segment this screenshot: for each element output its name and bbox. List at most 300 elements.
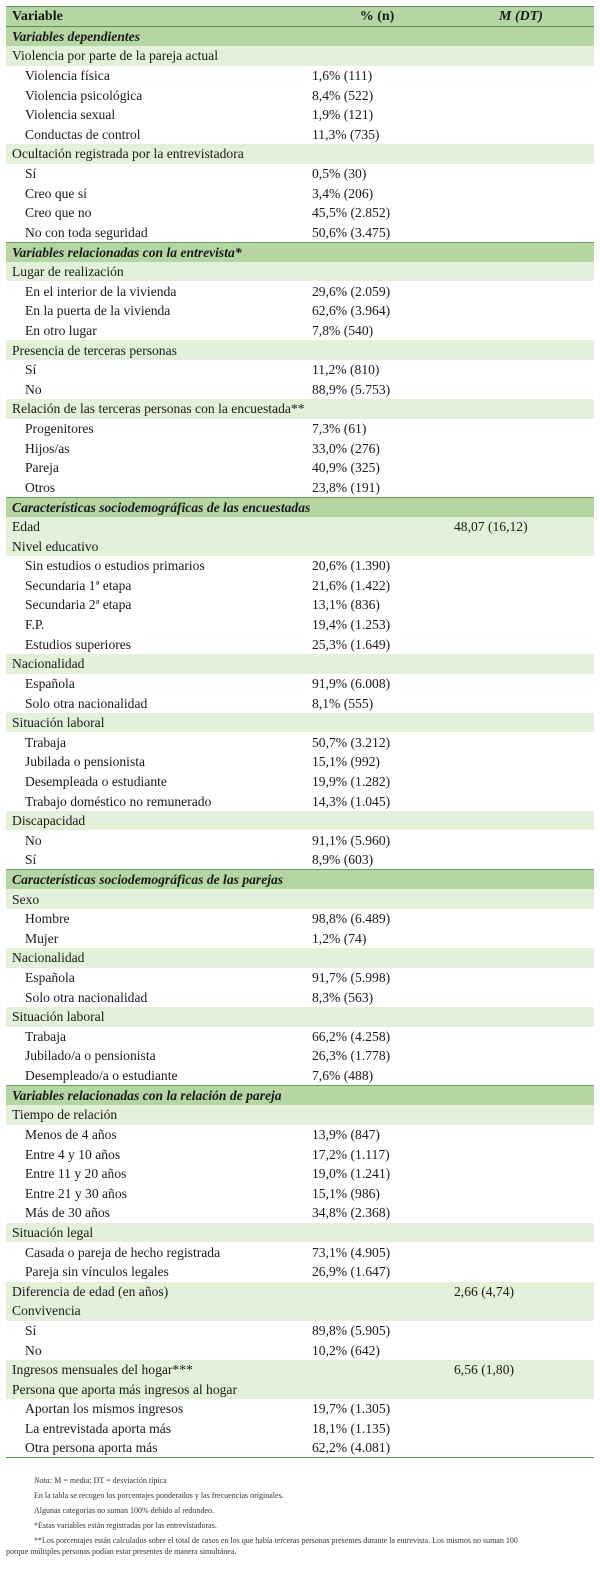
row-mean: [448, 556, 594, 576]
row-label: Desempleado/a o estudiante: [25, 1067, 178, 1083]
row-percent: 15,1% (992): [312, 754, 380, 770]
row-percent: [306, 1360, 448, 1380]
row-label: Situación laboral: [6, 713, 306, 733]
row-mean: [448, 419, 594, 439]
row-percent: 29,6% (2.059): [312, 283, 391, 299]
row-label: No: [25, 1342, 42, 1358]
row-mean: [448, 438, 594, 458]
row-percent: 50,6% (3.475): [312, 224, 391, 240]
row-label: Sexo: [6, 889, 306, 909]
row-percent: 33,0% (276): [312, 440, 380, 456]
row-mean: [448, 654, 594, 674]
row-label: Nivel educativo: [6, 536, 306, 556]
row-percent: 91,1% (5.960): [312, 832, 391, 848]
row-label: Sí: [25, 852, 37, 868]
row-label: Estudios superiores: [25, 636, 132, 652]
row-mean: [448, 458, 594, 478]
row-label: Ingresos mensuales del hogar***: [6, 1360, 306, 1380]
row-mean: [448, 968, 594, 988]
row-label: Presencia de terceras personas: [6, 340, 306, 360]
row-label: Secundaria 1ª etapa: [25, 577, 132, 593]
section-row: [6, 1085, 594, 1105]
row-percent: 20,6% (1.390): [312, 558, 391, 574]
row-percent: 73,1% (4.905): [312, 1244, 391, 1260]
row-percent: 62,2% (4.081): [306, 1438, 448, 1458]
table-row: [6, 595, 594, 615]
row-label: Sí: [25, 1323, 37, 1339]
table-row: [6, 929, 594, 949]
row-label: Jubilado/a o pensionista: [25, 1048, 156, 1064]
group-row: [6, 1223, 594, 1243]
row-label: F.P.: [25, 617, 45, 633]
row-percent: 15,1% (986): [312, 1185, 380, 1201]
row-mean: [448, 1242, 594, 1262]
group-row: [6, 46, 594, 66]
table-row: [6, 321, 594, 341]
row-label: La entrevistada aporta más: [25, 1421, 172, 1437]
row-mean: [448, 811, 594, 831]
row-label: No: [25, 381, 42, 397]
row-label: Relación de las terceras personas con la encuestada**: [6, 399, 306, 419]
row-percent: 19,4% (1.253): [312, 617, 391, 633]
row-percent: [306, 1380, 448, 1400]
row-mean: [448, 46, 594, 66]
group-row: [6, 1380, 594, 1400]
row-mean: [448, 125, 594, 145]
header-mean: M (DT): [448, 7, 594, 27]
row-mean: 48,07 (16,12): [448, 517, 594, 537]
row-mean: [448, 752, 594, 772]
row-mean: [448, 536, 594, 556]
row-mean: 2,66 (4,74): [448, 1282, 594, 1302]
table-row: [6, 752, 594, 772]
group-row: [6, 536, 594, 556]
row-percent: 25,3% (1.649): [312, 636, 391, 652]
row-label: Nacionalidad: [6, 654, 306, 674]
row-percent: 62,6% (3.964): [312, 303, 391, 319]
row-mean: [448, 321, 594, 341]
row-label: Más de 30 años: [25, 1205, 110, 1221]
note-interviewer: *Estas variables están registradas por las entrevistadoras.: [34, 1520, 217, 1530]
section-row: [6, 497, 594, 517]
table-row: [6, 1164, 594, 1184]
row-label: En otro lugar: [25, 322, 97, 338]
group-row: [6, 1282, 594, 1302]
group-row: [6, 713, 594, 733]
table-row: [6, 301, 594, 321]
row-mean: [448, 1301, 594, 1321]
row-mean: [448, 379, 594, 399]
table-row: [6, 576, 594, 596]
table-row: [6, 1242, 594, 1262]
table-row: [6, 1262, 594, 1282]
row-mean: [448, 27, 594, 47]
table-row: [6, 909, 594, 929]
table-row: [6, 1125, 594, 1145]
row-mean: [448, 360, 594, 380]
table-row: [6, 223, 594, 243]
note-weights: En la tabla se recogen los porcentajes ponderados y las frecuencias originales.: [34, 1490, 284, 1500]
table-row: [6, 1066, 594, 1086]
row-percent: 10,2% (642): [312, 1342, 380, 1358]
row-percent: 98,8% (6.489): [312, 911, 391, 927]
row-mean: [448, 1399, 594, 1419]
row-label: Hijos/as: [25, 440, 70, 456]
section-row: [6, 27, 594, 47]
table-row: [6, 458, 594, 478]
row-label: Convivencia: [6, 1301, 306, 1321]
row-label: Conductas de control: [25, 126, 141, 142]
row-label: Creo que sí: [25, 185, 87, 201]
row-label: Situación laboral: [6, 1007, 306, 1027]
row-percent: 8,9% (603): [312, 852, 374, 868]
row-label: Variables relacionadas con la entrevista*: [6, 242, 306, 262]
row-mean: [448, 497, 594, 517]
row-percent: 14,3% (1.045): [312, 793, 391, 809]
row-mean: [448, 478, 594, 498]
descriptive-table: [6, 6, 594, 1458]
row-mean: [448, 615, 594, 635]
row-label: Persona que aporta más ingresos al hogar: [6, 1380, 306, 1400]
table-row: [6, 830, 594, 850]
row-mean: [448, 399, 594, 419]
group-row: [6, 889, 594, 909]
table-row: [6, 968, 594, 988]
group-row: [6, 654, 594, 674]
row-label: Lugar de realización: [6, 262, 306, 282]
table-row: [6, 66, 594, 86]
row-label: Progenitores: [25, 420, 94, 436]
row-percent: [306, 811, 448, 831]
note-abbrev: Nota: M = media; DT = desviación típica: [34, 1476, 167, 1485]
row-label: Solo otra nacionalidad: [25, 695, 148, 711]
row-label: Aportan los mismos ingresos: [25, 1401, 184, 1417]
table-row: [6, 634, 594, 654]
row-label: Creo que no: [25, 205, 92, 221]
row-mean: [448, 1321, 594, 1341]
row-mean: [448, 850, 594, 870]
row-mean: 6,56 (1,80): [448, 1360, 594, 1380]
row-percent: 18,1% (1.135): [312, 1421, 391, 1437]
row-label: Violencia por parte de la pareja actual: [6, 46, 306, 66]
row-mean: [448, 301, 594, 321]
row-label: Diferencia de edad (en años): [6, 1282, 306, 1302]
row-label: Situación legal: [6, 1223, 306, 1243]
row-percent: 50,7% (3.212): [312, 734, 391, 750]
row-mean: [448, 693, 594, 713]
row-mean: [448, 909, 594, 929]
row-percent: 7,6% (488): [312, 1067, 374, 1083]
row-label: En la puerta de la vivienda: [25, 303, 171, 319]
row-label: Edad: [6, 517, 306, 537]
row-mean: [448, 144, 594, 164]
row-percent: [306, 517, 448, 537]
row-mean: [448, 1183, 594, 1203]
row-label: Española: [25, 675, 75, 691]
row-label: Otra persona aporta más: [6, 1438, 306, 1458]
row-label: Trabaja: [25, 734, 67, 750]
row-label: Casada o pareja de hecho registrada: [25, 1244, 221, 1260]
table-row: [6, 419, 594, 439]
row-percent: 1,6% (111): [312, 68, 373, 84]
section-row: [6, 870, 594, 890]
row-mean: [448, 1419, 594, 1439]
table-row: [6, 164, 594, 184]
row-percent: 11,3% (735): [312, 126, 380, 142]
row-percent: [306, 948, 448, 968]
row-label: Violencia psicológica: [25, 87, 143, 103]
table-row: [6, 105, 594, 125]
group-row: [6, 262, 594, 282]
row-percent: [306, 1007, 448, 1027]
table-row: [6, 379, 594, 399]
row-label: Características sociodemográficas de las encuestadas: [6, 497, 306, 517]
table-row: [6, 772, 594, 792]
row-percent: 88,9% (5.753): [312, 381, 391, 397]
row-mean: [448, 987, 594, 1007]
row-percent: [306, 1085, 448, 1105]
row-mean: [448, 183, 594, 203]
row-percent: 7,3% (61): [312, 420, 367, 436]
row-label: Ocultación registrada por la entrevistadora: [6, 144, 306, 164]
row-mean: [448, 1438, 594, 1458]
row-percent: [306, 144, 448, 164]
table-row: [6, 615, 594, 635]
table-row: [6, 987, 594, 1007]
row-percent: [306, 262, 448, 282]
row-label: Mujer: [25, 930, 59, 946]
table-row: [6, 281, 594, 301]
group-row: [6, 144, 594, 164]
note-third-persons-cont: porque múltiples personas podían estar presentes de manera simultánea.: [6, 1547, 237, 1557]
row-mean: [448, 634, 594, 654]
row-percent: [306, 1223, 448, 1243]
row-mean: [448, 870, 594, 890]
row-percent: 8,4% (522): [312, 87, 374, 103]
row-percent: 1,2% (74): [312, 930, 367, 946]
row-percent: [306, 1282, 448, 1302]
group-row: [6, 1301, 594, 1321]
table-row: [6, 1203, 594, 1223]
row-mean: [448, 1164, 594, 1184]
row-percent: [306, 27, 448, 47]
group-row: [6, 1007, 594, 1027]
row-percent: 34,8% (2.368): [312, 1205, 391, 1221]
row-percent: [306, 870, 448, 890]
table-row: [6, 1419, 594, 1439]
row-mean: [448, 340, 594, 360]
row-label: Sí: [25, 166, 37, 182]
table-row: [6, 203, 594, 223]
row-mean: [448, 1066, 594, 1086]
row-percent: 89,8% (5.905): [312, 1323, 391, 1339]
row-percent: 23,8% (191): [312, 479, 380, 495]
table-row: [6, 85, 594, 105]
row-percent: 7,8% (540): [312, 322, 374, 338]
row-mean: [448, 929, 594, 949]
row-mean: [448, 223, 594, 243]
row-label: Entre 21 y 30 años: [25, 1185, 127, 1201]
note-third-persons: **Los porcentajes están calculados sobre el total de casos en los que había terceras personas presentes durante la entrevista. Los mismos no suman 100: [34, 1535, 518, 1545]
table-row: [6, 438, 594, 458]
table-row: [6, 1340, 594, 1360]
section-row: [6, 242, 594, 262]
row-percent: [306, 536, 448, 556]
group-row: [6, 948, 594, 968]
group-row: [6, 811, 594, 831]
row-label: Pareja: [25, 460, 59, 476]
row-label: Entre 4 y 10 años: [25, 1146, 121, 1162]
table-header-row: [6, 7, 594, 27]
row-percent: 8,3% (563): [312, 989, 374, 1005]
row-label: Desempleada o estudiante: [25, 773, 167, 789]
row-label: Sin estudios o estudios primarios: [25, 558, 205, 574]
row-percent: 26,9% (1.647): [312, 1264, 391, 1280]
row-label: En el interior de la vivienda: [25, 283, 177, 299]
row-percent: [306, 340, 448, 360]
row-mean: [448, 772, 594, 792]
table-row: [6, 183, 594, 203]
row-mean: [448, 66, 594, 86]
table-row: [6, 125, 594, 145]
row-percent: 40,9% (325): [312, 460, 380, 476]
table-row: [6, 693, 594, 713]
row-label: Variables dependientes: [6, 27, 306, 47]
row-mean: [448, 1105, 594, 1125]
row-label: Menos de 4 años: [25, 1126, 117, 1142]
row-percent: [306, 497, 448, 517]
row-mean: [448, 791, 594, 811]
table-row: [6, 1321, 594, 1341]
row-mean: [448, 1046, 594, 1066]
row-percent: [306, 889, 448, 909]
table-row: [6, 1046, 594, 1066]
row-label: Española: [25, 970, 75, 986]
row-mean: [448, 281, 594, 301]
row-mean: [448, 674, 594, 694]
row-percent: [306, 713, 448, 733]
row-label: Trabaja: [25, 1028, 67, 1044]
row-mean: [448, 1125, 594, 1145]
row-percent: 3,4% (206): [312, 185, 374, 201]
row-label: Variables relacionadas con la relación de pareja: [6, 1085, 306, 1105]
table-row: [6, 850, 594, 870]
group-row: [6, 517, 594, 537]
row-mean: [448, 576, 594, 596]
row-mean: [448, 1340, 594, 1360]
row-percent: 19,0% (1.241): [312, 1166, 391, 1182]
table-row: [6, 1438, 594, 1458]
table-row: [6, 674, 594, 694]
group-row: [6, 1105, 594, 1125]
table-notes: [6, 1475, 596, 1561]
row-mean: [448, 830, 594, 850]
row-percent: 13,9% (847): [312, 1126, 380, 1142]
row-label: Discapacidad: [6, 811, 306, 831]
row-percent: 91,7% (5.998): [312, 970, 391, 986]
row-mean: [448, 1262, 594, 1282]
row-label: Jubilada o pensionista: [25, 754, 146, 770]
row-label: Entre 11 y 20 años: [25, 1166, 127, 1182]
row-percent: 0,5% (30): [312, 166, 367, 182]
row-percent: 66,2% (4.258): [312, 1028, 391, 1044]
row-label: Trabajo doméstico no remunerado: [25, 793, 212, 809]
row-percent: [306, 46, 448, 66]
row-percent: 17,2% (1.117): [312, 1146, 390, 1162]
table-row: [6, 1027, 594, 1047]
row-percent: 1,9% (121): [312, 107, 374, 123]
table-body: [6, 27, 594, 1458]
row-percent: 91,9% (6.008): [312, 675, 391, 691]
row-percent: 11,2% (810): [312, 362, 380, 378]
table-row: [6, 1183, 594, 1203]
row-percent: [306, 654, 448, 674]
row-mean: [448, 1085, 594, 1105]
row-mean: [448, 1144, 594, 1164]
row-mean: [448, 1380, 594, 1400]
row-label: Otros: [25, 479, 56, 495]
row-percent: [306, 1105, 448, 1125]
row-mean: [448, 889, 594, 909]
row-label: Características sociodemográficas de las parejas: [6, 870, 306, 890]
row-percent: [306, 242, 448, 262]
row-label: Pareja sin vínculos legales: [25, 1264, 169, 1280]
row-label: No con toda seguridad: [25, 224, 148, 240]
row-percent: 21,6% (1.422): [312, 577, 391, 593]
row-mean: [448, 713, 594, 733]
row-mean: [448, 948, 594, 968]
row-label: Violencia sexual: [25, 107, 116, 123]
row-label: Hombre: [25, 911, 70, 927]
row-mean: [448, 242, 594, 262]
row-percent: 8,1% (555): [312, 695, 374, 711]
row-percent: 45,5% (2.852): [312, 205, 391, 221]
table-row: [6, 1144, 594, 1164]
row-mean: [448, 1203, 594, 1223]
row-mean: [448, 262, 594, 282]
table-row: [6, 556, 594, 576]
row-mean: [448, 85, 594, 105]
row-percent: 13,1% (836): [312, 597, 380, 613]
row-percent: 19,7% (1.305): [312, 1401, 391, 1417]
row-label: Sí: [25, 362, 37, 378]
row-mean: [448, 595, 594, 615]
row-percent: 19,9% (1.282): [312, 773, 391, 789]
group-row: [6, 399, 594, 419]
row-percent: [306, 1301, 448, 1321]
group-row: [6, 1360, 594, 1380]
header-percent: % (n): [306, 7, 448, 27]
row-label: Violencia física: [25, 68, 110, 84]
row-mean: [448, 105, 594, 125]
group-row: [6, 340, 594, 360]
row-label: Tiempo de relación: [6, 1105, 306, 1125]
table-row: [6, 791, 594, 811]
row-mean: [448, 203, 594, 223]
table-row: [6, 732, 594, 752]
row-mean: [448, 1027, 594, 1047]
row-mean: [448, 732, 594, 752]
row-percent: [306, 399, 448, 419]
row-label: Solo otra nacionalidad: [25, 989, 148, 1005]
row-mean: [448, 1223, 594, 1243]
row-mean: [448, 1007, 594, 1027]
table-row: [6, 1399, 594, 1419]
note-rounding: Algunas categorías no suman 100% debido al redondeo.: [34, 1505, 214, 1515]
row-mean: [448, 164, 594, 184]
row-label: Nacionalidad: [6, 948, 306, 968]
table-row: [6, 360, 594, 380]
